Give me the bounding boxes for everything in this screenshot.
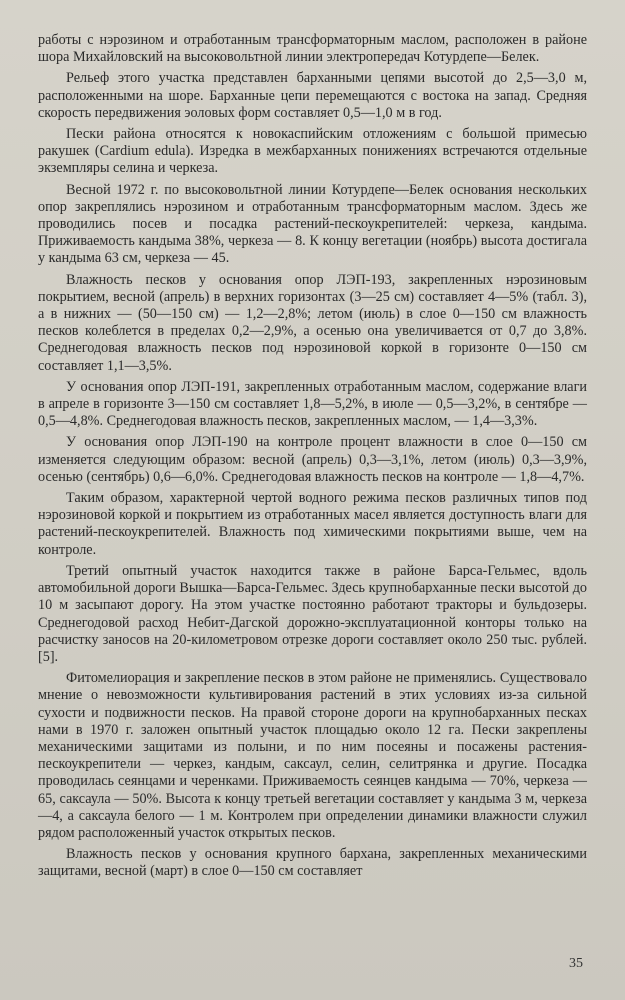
- paragraph-6: У основания опор ЛЭП-191, закрепленных отработанным маслом, содержание влаги в апреле в горизонте 3—150 см составляет 1,8—5,2%, в июле — 0,5—3,2%, в сентябре — 0,5—4,8%. Среднегодовая влажность песков, закрепленных маслом, — 1,4—3,3%.: [38, 378, 587, 430]
- paragraph-3: Пески района относятся к новокаспийским отложениям с большой примесью ракушек (Cardium edula). Изредка в межбарханных понижениях встречаются отдельные экземпляры селина и черкеза.: [38, 126, 587, 177]
- paragraph-9: Третий опытный участок находится также в районе Барса-Гельмес, вдоль автомобильной дороги Вышка—Барса-Гельмес. Здесь крупнобарханные пески высотой до 10 м засыпают дорогу. На этом участке постоянно работают тракторы и бульдозеры. Среднегодовой расход Небит-Дагской дорожно-эксплуатационной конторы только на расчистку заносов на 20-километровом отрезке дороги составляет около 250 тыс. рублей. [5].: [38, 562, 587, 665]
- paragraph-7: У основания опор ЛЭП-190 на контроле процент влажности в слое 0—150 см изменяется следующим образом: весной (апрель) 0,3—3,1%, летом (июль) 0,3—3,9%, осенью (сентябрь) 0,6—6,0%. Среднегодовая влажность песков на контроле — 1,8—4,7%.: [38, 434, 587, 485]
- paragraph-8: Таким образом, характерной чертой водного режима песков различных типов под нэрозиновой коркой и покрытием из отработанных масел является доступность влаги для растений-пескоукрепителей. Влажность под химическими покрытиями выше, чем на контроле.: [38, 490, 587, 558]
- paragraph-2: Рельеф этого участка представлен барханными цепями высотой до 2,5—3,0 м, расположенными на шоре. Барханные цепи перемещаются с востока на запад. Средняя скорость передвижения эоловых форм составляет 0,5—1,0 м в год.: [38, 70, 587, 121]
- page-number: 35: [569, 956, 583, 971]
- body-text: [38, 32, 587, 885]
- paragraph-5: Влажность песков у основания опор ЛЭП-193, закрепленных нэрозиновым покрытием, весной (апрель) в верхних горизонтах (3—25 см) составляет 4—5% (табл. 3), а в нижних — (50—150 см) — 1,2—2,8%; летом (июль) в слое 0—150 см влажность песков колеблется в пределах 0,2—2,9%, а осенью она увеличивается от 0,7 до 3,8%. Среднегодовая влажность песков под нэрозиновой коркой в горизонте 0—150 см составляет 1,1—3,5%.: [38, 271, 587, 374]
- paragraph-1: работы с нэрозином и отработанным трансформаторным маслом, расположен в районе шора Михайловский на высоковольтной линии электропередач Котурдепе—Белек.: [38, 32, 587, 66]
- paragraph-4: Весной 1972 г. по высоковольтной линии Котурдепе—Белек основания нескольких опор закреплялись нэрозином и отработанным трансформаторным маслом. Здесь же проводились посев и посадка растений-пескоукрепителей: черкеза, кандыма. Приживаемость кандыма 38%, черкеза — 8. К концу вегетации (ноябрь) высота достигала у кандыма 63 см, черкеза — 45.: [38, 181, 587, 267]
- paragraph-11: Влажность песков у основания крупного бархана, закрепленных механическими защитами, весной (март) в слое 0—150 см составляет: [38, 846, 587, 880]
- paragraph-10: Фитомелиорация и закрепление песков в этом районе не применялись. Существовало мнение о невозможности культивирования растений в этих условиях из-за сильной сухости и подвижности песков. На правой стороне дороги на крупнобарханных песках нами в 1970 г. заложен опытный участок площадью около 12 га. Пески закреплены механическими защитами из полыни, и по ним посеяны и посажены растения-пескоукрепители — черкез, кандым, саксаул, селин, селитрянка и другие. Посадка проводилась сеянцами и черенками. Приживаемость сеянцев кандыма — 70%, черкеза — 65, саксаула — 50%. Высота к концу третьей вегетации составляет у кандыма 3 м, черкеза—4, а саксаула белого — 1 м. Контролем при определении динамики влажности служил рядом расположенный участок открытых песков.: [38, 670, 587, 841]
